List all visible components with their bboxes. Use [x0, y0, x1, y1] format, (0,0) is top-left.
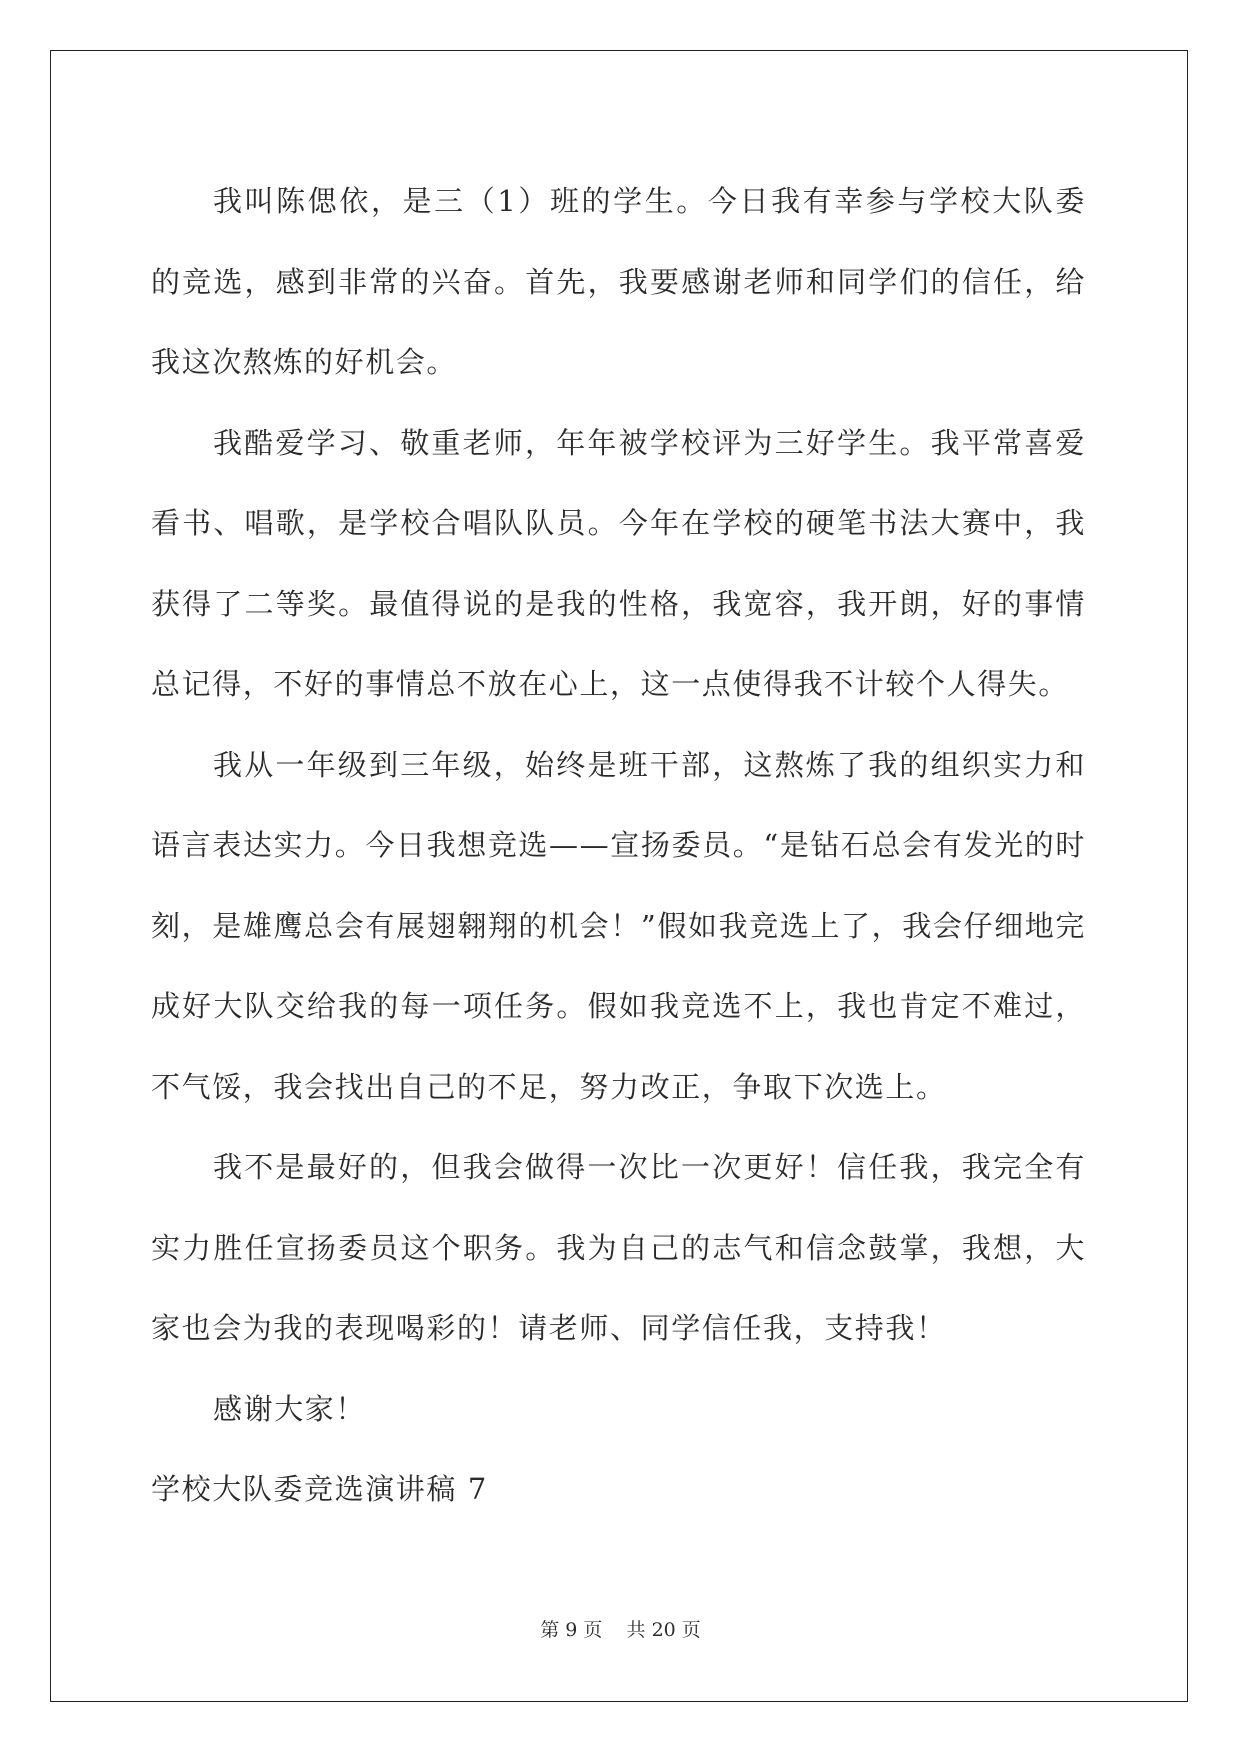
paragraph: 我酷爱学习、敬重老师，年年被学校评为三好学生。我平常喜爱看书、唱歌，是学校合唱队队员。今年在学校的硬笔书法大赛中，我获得了二等奖。最值得说的是我的性格，我宽容，我开朗，好的事情总记得，不好的事情总不放在心上，这一点使得我不计较个人得失。: [151, 425, 1086, 701]
paragraph: 我不是最好的，但我会做得一次比一次更好！信任我，我完全有实力胜任宣扬委员这个职务。我为自己的志气和信念鼓掌，我想，大家也会为我的表现喝彩的！请老师、同学信任我，支持我！: [151, 1150, 1086, 1345]
paragraph: 我从一年级到三年级，始终是班干部，这熬炼了我的组织实力和语言表达实力。今日我想竞选——宣扬委员。“是钻石总会有发光的时刻，是雄鹰总会有展翅翱翔的机会！”假如我竞选上了，我会仔细地完成好大队交给我的每一项任务。假如我竞选不上，我也肯定不难过，不气馁，我会找出自己的不足，努力改正，争取下次选上。: [151, 747, 1086, 1104]
document-body: [151, 161, 1086, 1530]
page-total: 共 20 页: [626, 1619, 701, 1641]
paragraph: 感谢大家！: [213, 1391, 367, 1426]
page-number: 第 9 页: [540, 1619, 603, 1641]
page-footer: [0, 1615, 1241, 1642]
paragraph: 我叫陈偲依，是三（1）班的学生。今日我有幸参与学校大队委的竞选，感到非常的兴奋。首先，我要感谢老师和同学们的信任，给我这次熬炼的好机会。: [151, 184, 1086, 379]
section-heading: 学校大队委竞选演讲稿 7: [151, 1472, 488, 1506]
